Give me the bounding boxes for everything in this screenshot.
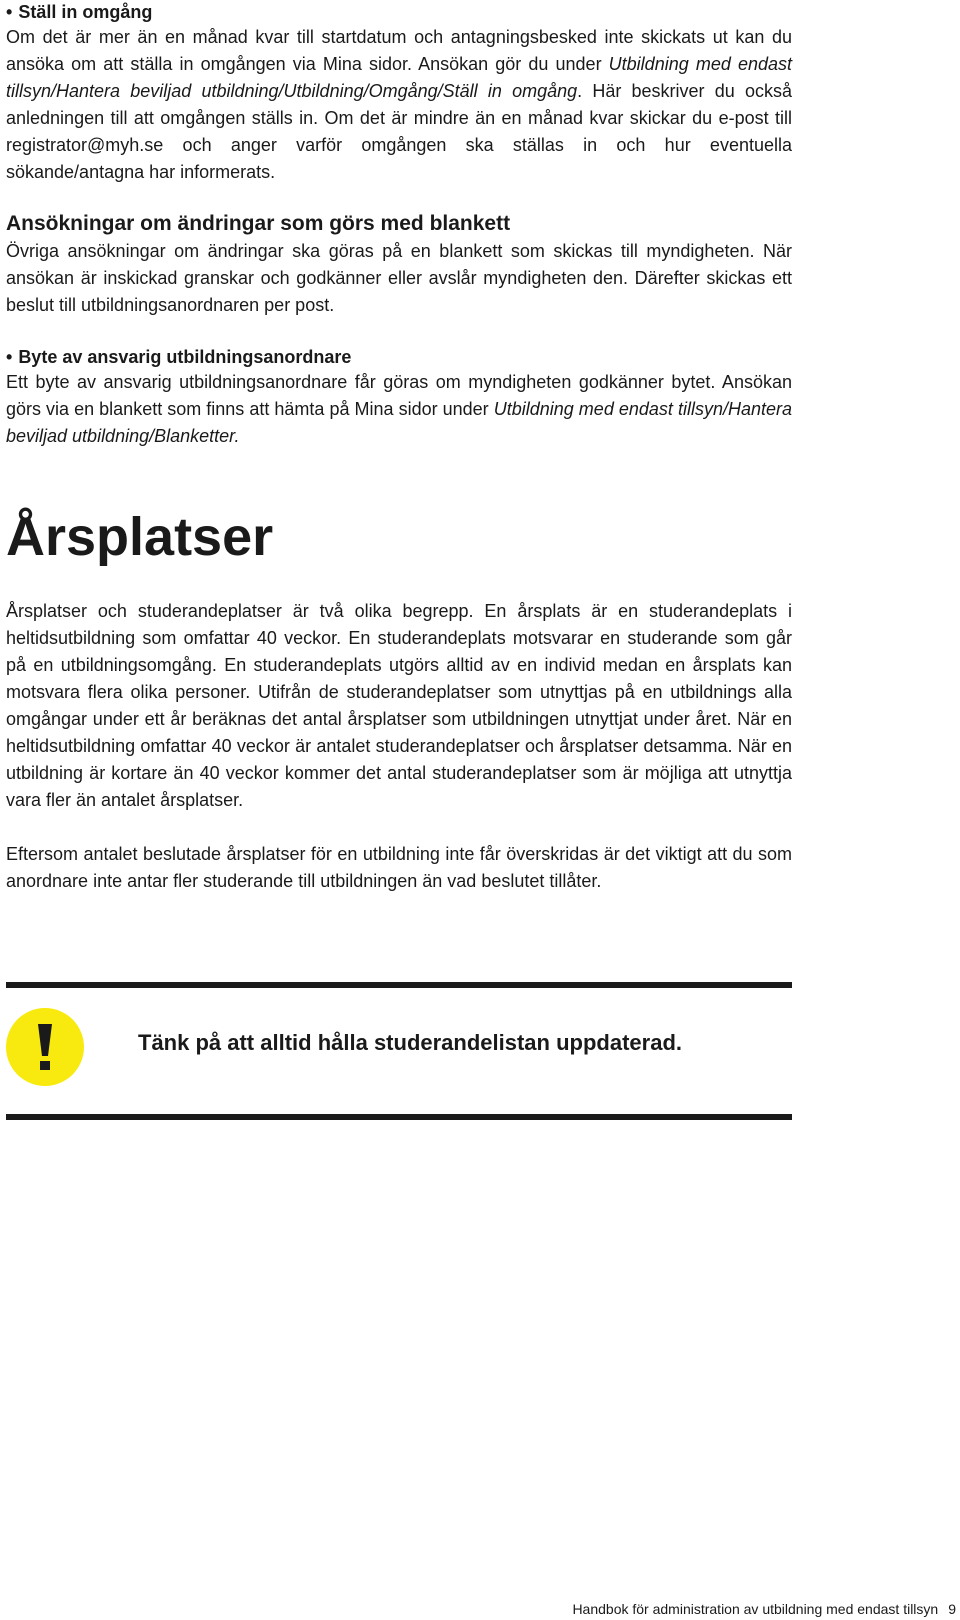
document-body: [6, 0, 792, 895]
paragraph: Årsplatser och studerandeplatser är två olika begrepp. En årsplats är en studerandeplats i heltidsutbildning som omfattar 40 veckor. En studerandeplats motsvarar en studerande som går på en utbildningsomgång. En studerandeplats utgörs alltid av en individ medan en årsplats kan motsvara flera olika personer. Utifrån de studerandeplatser som utnyttjas på en utbildnings alla omgångar under ett år beräknas det antal årsplatser som utbildningen utnyttjat under året. När en heltidsutbildning omfattar 40 veckor är antalet studerandeplatser och årsplatser detsamma. När en utbildning är kortare än 40 veckor kommer det antal studerandeplatser som är möjliga att utnyttja vara fler än antalet årsplatser.: [6, 601, 792, 810]
bullet-dot: •: [6, 2, 13, 22]
divider-bottom: [6, 1114, 792, 1120]
section-blankett: [6, 210, 792, 319]
text-run: Ett byte av ansvarig utbildningsanordnare får göras om myndigheten godkänner bytet. Ansökan görs via en blankett som finns att hämta på Mina sidor under: [6, 372, 792, 419]
paragraph: Övriga ansökningar om ändringar ska göras på en blankett som skickas till myndigheten. När ansökan är inskickad granskar och godkänner eller avslår myndigheten den. Därefter skickas ett beslut till utbildningsanordnaren per post.: [6, 241, 792, 315]
bullet-dot: •: [6, 347, 13, 367]
bullet-heading: [6, 0, 792, 24]
section-heading: Ansökningar om ändringar som görs med blankett: [6, 212, 511, 235]
paragraph: Eftersom antalet beslutade årsplatser för en utbildning inte får överskridas är det viktigt att du som anordnare inte antar fler studerande till utbildningen än vad beslutet tillåter.: [6, 844, 792, 891]
text-run: . Här beskriver du också anledningen till att omgången ställs in. Om det är mindre än en månad kvar skickar du e-post till registrator@myh.se och anger varför omgången ska ställas in och hur eventuella sökande/antagna har informerats.: [6, 81, 792, 182]
paragraph: [6, 24, 792, 186]
section-stall-in-omgang: [6, 0, 792, 186]
exclamation-icon: [6, 1008, 84, 1086]
text-run: Om det är mer än en månad kvar till startdatum och antagningsbesked inte skickats ut kan du ansöka om att ställa in omgången via Mina sidor. Ansökan gör du under: [6, 27, 792, 74]
heading-text: Ställ in omgång: [18, 2, 153, 22]
page-number: 9: [948, 1601, 956, 1617]
section-arsplatser: [6, 506, 792, 895]
menu-path: Utbildning med endast tillsyn/Hantera beviljad utbildning/Utbildning/Omgång/Ställ in omgång: [6, 54, 792, 101]
section-byte-anordnare: [6, 345, 792, 450]
tip-text: Tänk på att alltid hålla studerandelistan uppdaterad.: [138, 1030, 682, 1055]
tip-box: [6, 1004, 792, 1090]
divider-top: [6, 982, 792, 988]
bullet-heading: [6, 345, 792, 369]
page-title: Årsplatser: [6, 507, 274, 567]
footer-title: Handbok för administration av utbildning med endast tillsyn: [572, 1601, 939, 1617]
paragraph: [6, 369, 792, 450]
menu-path: Utbildning med endast tillsyn/Hantera beviljad utbildning/Blanketter.: [6, 399, 792, 446]
page-footer: [572, 1600, 956, 1618]
heading-text: Byte av ansvarig utbildningsanordnare: [18, 347, 352, 367]
